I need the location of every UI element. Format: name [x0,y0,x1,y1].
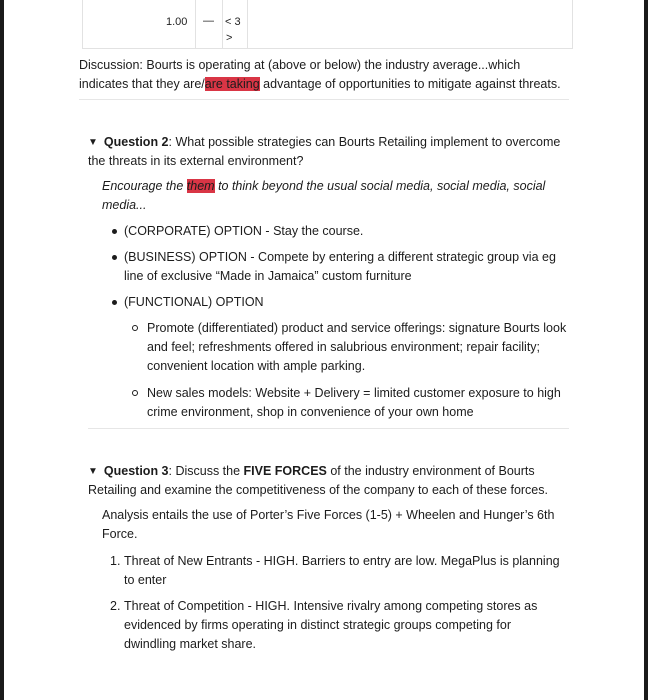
question-2-hint [102,177,545,196]
sub-item-b-line-2: crime environment, shop in convenience of your own home [147,405,474,419]
discussion-line-1: Discussion: Bourts is operating at (above or below) the industry average...which [79,58,521,72]
list-number: 1. [110,554,121,568]
option-corporate: (CORPORATE) OPTION - Stay the course. [124,224,364,238]
sub-bullet-icon [132,325,138,331]
option-functional: (FUNCTIONAL) OPTION [124,295,264,309]
analysis-line-1: Analysis entails the use of Porter’s Five Forces (1-5) + Wheelen and Hunger’s 6th [102,508,555,522]
option-business-line-2: line of exclusive “Made in Jamaica” custom furniture [124,269,412,283]
bullet-icon [112,300,117,305]
table-compare-bottom: > [226,32,233,44]
table-divider [195,0,196,48]
document-page [4,0,644,700]
highlighted-text: them [186,179,215,193]
question-3-text: : Discuss the [168,464,244,478]
highlighted-text: are taking [204,77,260,91]
table-divider [572,0,573,48]
sub-item-a-line-3: convenient location with ample parking. [147,359,366,373]
force-2-line-3: dwindling market share. [124,637,257,651]
sub-item-b-line-1: New sales models: Website + Delivery = limited customer exposure to high [147,386,561,400]
table-fragment [82,0,573,49]
question-3-text-line-2: Retailing and examine the competitiveness of the company to each of these forces. [88,483,548,497]
question-2-text-line-2: the threats in its external environment? [88,154,304,168]
hint-text: to think beyond the usual social media, social media, social [214,179,546,193]
discussion-line-2 [79,75,561,94]
table-value: 1.00 [166,16,188,28]
table-divider [82,0,83,48]
list-number: 2. [110,599,121,613]
option-business-line-1: (BUSINESS) OPTION - Compete by entering a different strategic group via eg [124,250,556,264]
table-compare-top: < 3 [225,16,241,28]
collapse-triangle-icon[interactable]: ▼ [88,137,98,148]
question-2-text: : What possible strategies can Bourts Retailing implement to overcome [168,135,561,149]
discussion-text: indicates that they are/ [79,77,205,91]
question-3-label: Question 3 [103,464,169,478]
question-2-label: Question 2 [103,135,169,149]
question-2-hint-line-2: media... [102,198,147,212]
analysis-line-2: Force. [102,527,138,541]
discussion-text: advantage of opportunities to mitigate against threats. [259,77,561,91]
section-divider [79,99,569,100]
table-divider [222,0,223,48]
question-2-heading[interactable] [88,133,560,153]
force-2-line-1: Threat of Competition - HIGH. Intensive rivalry among competing stores as [124,599,538,613]
question-3-text: of the industry environment of Bourts [326,464,535,478]
table-dash: — [203,15,214,27]
sub-item-a-line-2: and feel; refreshments offered in salubrious environment; repair facility; [147,340,541,354]
force-1-line-2: to enter [124,573,167,587]
question-3-heading[interactable] [88,462,535,482]
right-border [644,0,648,700]
collapse-triangle-icon[interactable]: ▼ [88,466,98,477]
sub-bullet-icon [132,390,138,396]
bullet-icon [112,229,117,234]
section-divider [88,428,569,429]
table-divider [247,0,248,48]
sub-item-a-line-1: Promote (differentiated) product and service offerings: signature Bourts look [147,321,567,335]
hint-text: Encourage the [102,179,187,193]
force-2-line-2: evidenced by firms operating in distinct strategic groups competing for [124,618,511,632]
five-forces-bold: FIVE FORCES [243,464,327,478]
force-1-line-1: Threat of New Entrants - HIGH. Barriers to entry are low. MegaPlus is planning [124,554,560,568]
bullet-icon [112,255,117,260]
